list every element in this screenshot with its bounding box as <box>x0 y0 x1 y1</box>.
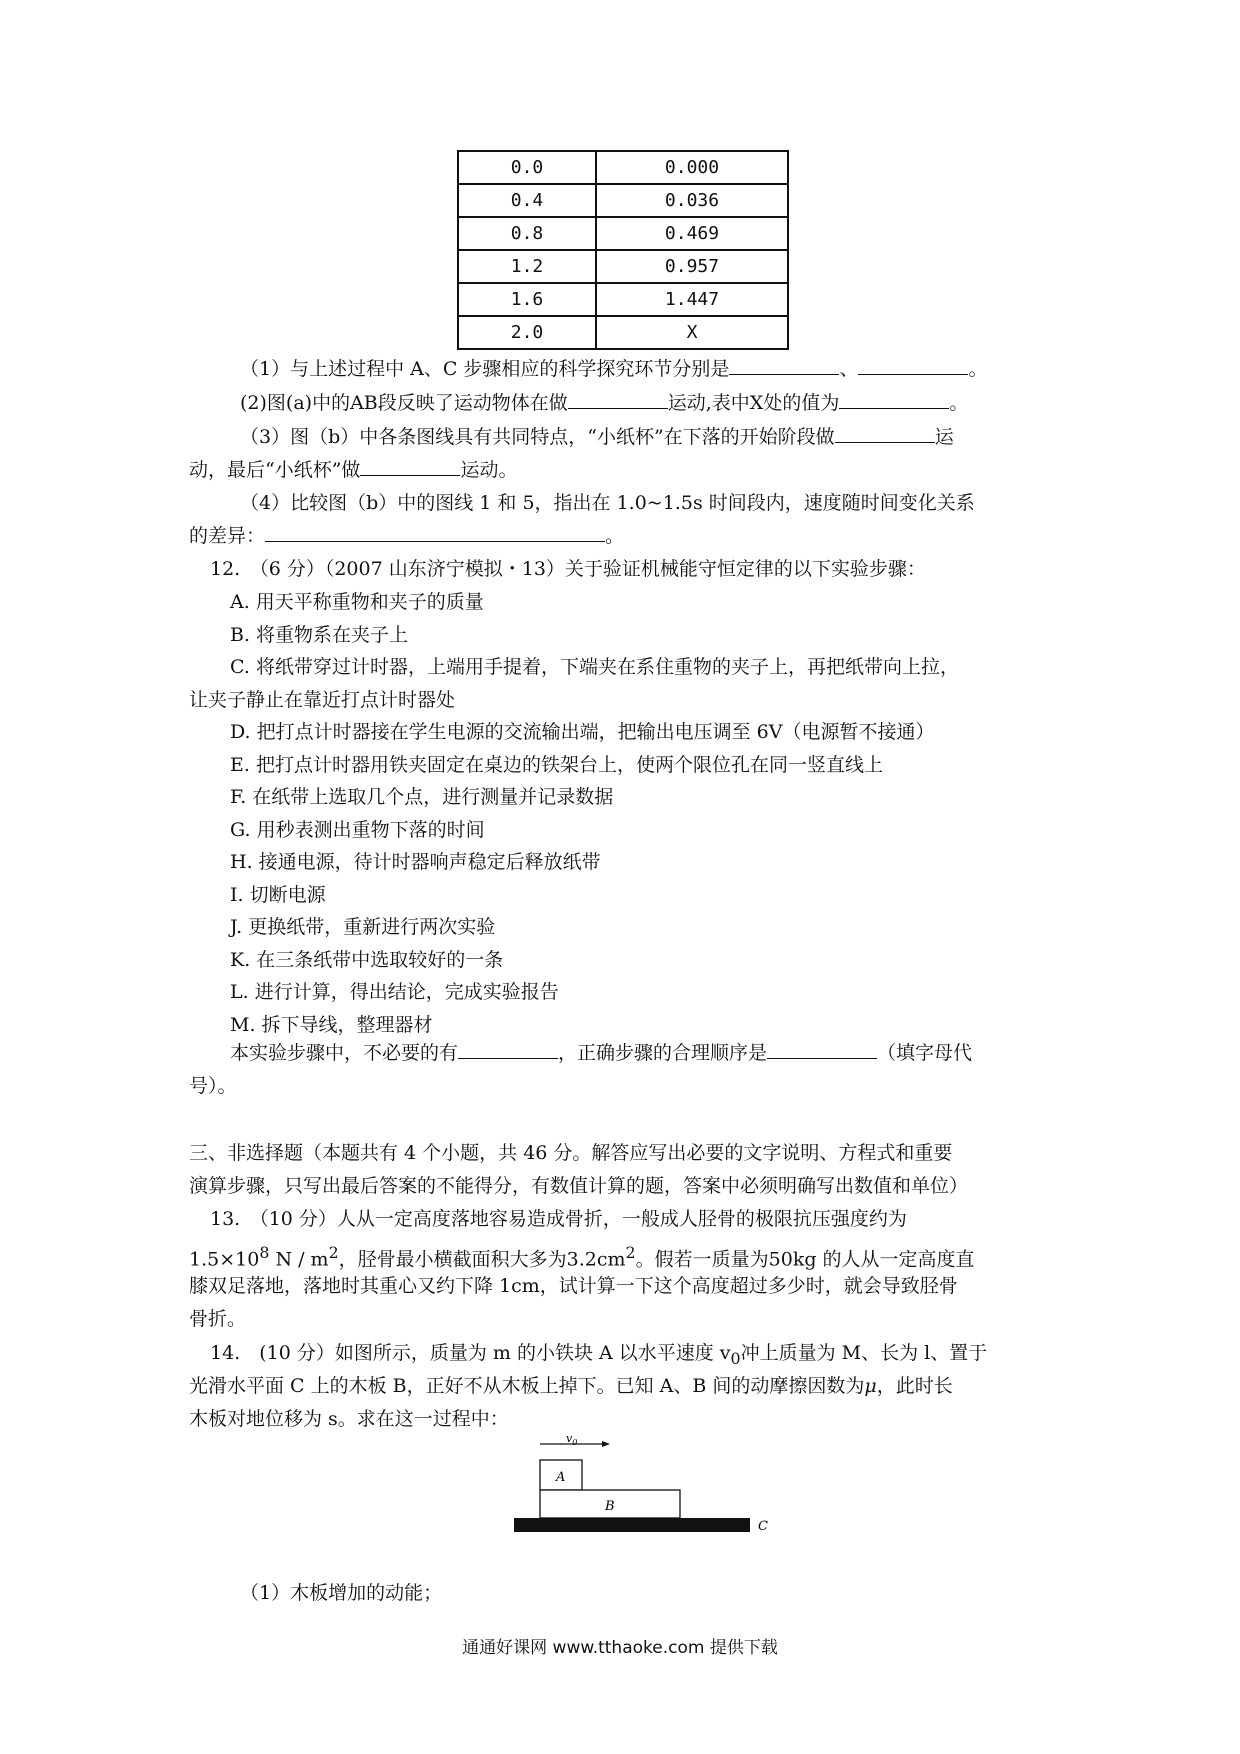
section3-line2: 演算步骤，只写出最后答案的不能得分，有数值计算的题，答案中必须明确写出数值和单位） <box>189 1175 969 1197</box>
q12-step: D. 把打点计时器接在学生电源的交流输出端，把输出电压调至 6V（电源暂不接通） <box>230 721 935 743</box>
q14-text2: 冲上质量为 M、长为 l、置于 <box>740 1342 988 1364</box>
q12-step: M. 拆下导线，整理器材 <box>230 1013 433 1036</box>
q14-text4: ，此时长 <box>876 1375 953 1397</box>
table-cell: X <box>596 316 788 349</box>
q12-header: 12. （6 分）（2007 山东济宁模拟・13）关于验证机械能守恒定律的以下实验步骤： <box>210 558 926 580</box>
exponent: 8 <box>259 1243 270 1262</box>
q12-step: H. 接通电源，待计时器响声稳定后释放纸带 <box>230 851 601 873</box>
q14-text3: 光滑水平面 C 上的木板 B，正好不从木板上掉下。已知 A、B 间的动摩擦因数为 <box>189 1375 865 1397</box>
table-row <box>458 151 788 184</box>
subscript: 0 <box>730 1348 741 1368</box>
q11-part3-text2: 运 <box>934 426 954 448</box>
answer-blank[interactable] <box>265 523 605 542</box>
q11-part4-text: （4）比较图（b）中的图线 1 和 5，指出在 1.0~1.5s 时间段内，速度随时间变化关系 <box>240 492 975 514</box>
q11-part3 <box>240 424 1110 450</box>
q12-ask <box>230 1040 1100 1066</box>
table-cell: 0.8 <box>458 217 596 250</box>
table-row <box>458 217 788 250</box>
table-cell: 0.469 <box>596 217 788 250</box>
q13-line4: 骨折。 <box>189 1308 247 1330</box>
q13-mass: 50kg <box>768 1248 817 1271</box>
q12-step: E. 把打点计时器用铁夹固定在桌边的铁架台上，使两个限位孔在同一竖直线上 <box>230 753 883 776</box>
velocity-label: $v_0$ <box>566 1432 578 1447</box>
q11-part2-text: (2)图(a)中的AB段反映了运动物体在做 <box>240 392 568 414</box>
q12-ask-text3: （填字母代 <box>877 1042 973 1064</box>
q14-sub1: （1）木板增加的动能； <box>240 1582 443 1604</box>
q11-part3-text3: 动，最后“小纸杯”做 <box>189 459 361 481</box>
q14-text: 14. (10 分）如图所示，质量为 m 的小铁块 A 以水平速度 v <box>210 1342 731 1364</box>
q12-step: I. 切断电源 <box>230 883 326 906</box>
answer-blank[interactable] <box>839 390 949 409</box>
q12-step: 让夹子静止在靠近打点计时器处 <box>189 688 456 711</box>
q11-part3-text4: 运动。 <box>460 459 518 481</box>
answer-blank[interactable] <box>568 390 668 409</box>
q12-step: G. 用秒表测出重物下落的时间 <box>230 818 485 841</box>
table-row <box>458 316 788 349</box>
block-a-label: A <box>556 1470 566 1485</box>
q12-ask-text2: ，正确步骤的合理顺序是 <box>558 1042 768 1064</box>
surface-c <box>514 1518 750 1532</box>
exponent: 2 <box>328 1243 339 1262</box>
q13-line3: 膝双足落地，落地时其重心又约下降 1cm，试计算一下这个高度超过多少时，就会导致胫骨 <box>189 1275 958 1297</box>
table-row <box>458 283 788 316</box>
q14-line3: 木板对地位移为 s。求在这一过程中： <box>189 1408 509 1430</box>
table-cell: 0.957 <box>596 250 788 283</box>
q11-part3-text: （3）图（b）中各条图线具有共同特点，“小纸杯”在下落的开始阶段做 <box>240 426 835 448</box>
q12-ask-text: 本实验步骤中，不必要的有 <box>230 1042 459 1064</box>
q13-line1: 13. （10 分）人从一定高度落地容易造成骨折，一般成人胫骨的极限抗压强度约为 <box>210 1208 907 1230</box>
answer-blank[interactable] <box>360 457 460 476</box>
table-row <box>458 250 788 283</box>
footer: 通通好课网 www.tthaoke.com 提供下载 <box>462 1638 778 1658</box>
q12-step: K. 在三条纸带中选取较好的一条 <box>230 948 504 971</box>
answer-blank[interactable] <box>729 356 839 375</box>
q13-line2 <box>189 1240 1059 1272</box>
period: 。 <box>949 392 969 414</box>
table-cell: 1.447 <box>596 283 788 316</box>
data-table <box>457 150 789 350</box>
q12-step: J. 更换纸带，重新进行两次实验 <box>230 916 496 938</box>
separator: 、 <box>839 358 859 380</box>
data-table-body <box>458 151 788 349</box>
q13-text2: 。假若一质量为 <box>635 1248 769 1271</box>
q14-line2 <box>189 1373 1059 1399</box>
answer-blank[interactable] <box>767 1040 877 1059</box>
table-cell: 0.036 <box>596 184 788 217</box>
q13-text: ，胫骨最小横截面积大多为 <box>338 1248 567 1271</box>
table-cell: 1.6 <box>458 283 596 316</box>
q12-step: L. 进行计算，得出结论，完成实验报告 <box>230 981 559 1003</box>
q13-formula-part: 1.5×10 <box>189 1248 260 1271</box>
q13-text3: 的人从一定高度直 <box>816 1248 975 1271</box>
surface-c-label: C <box>758 1519 768 1534</box>
q12-step: A. 用天平称重物和夹子的质量 <box>230 591 484 613</box>
q12-step: F. 在纸带上选取几个点，进行测量并记录数据 <box>230 786 614 808</box>
table-cell: 0.0 <box>458 151 596 184</box>
q14-line1 <box>210 1340 1080 1372</box>
q11-part2 <box>240 390 1110 416</box>
q11-part4 <box>240 490 1110 516</box>
q11-part3-cont <box>189 457 1059 483</box>
section3-line1: 三、非选择题（本题共有 4 个小题，共 46 分。解答应写出必要的文字说明、方程式和重要 <box>189 1142 953 1164</box>
board-b-label: B <box>605 1499 615 1514</box>
q11-part2-text2: 运动,表中X处的值为 <box>667 392 840 414</box>
table-cell: 0.4 <box>458 184 596 217</box>
table-cell: 2.0 <box>458 316 596 349</box>
exponent: 2 <box>625 1243 636 1262</box>
period: 。 <box>968 358 988 380</box>
q11-part4-cont <box>189 523 1059 549</box>
table-cell: 1.2 <box>458 250 596 283</box>
q13-area: 3.2cm <box>566 1248 626 1271</box>
q11-part1-text: （1）与上述过程中 A、C 步骤相应的科学探究环节分别是 <box>240 358 730 380</box>
q12-ask-cont: 号）。 <box>189 1075 237 1097</box>
table-row <box>458 184 788 217</box>
mu-symbol: μ <box>864 1375 877 1397</box>
velocity-arrowhead <box>602 1441 610 1447</box>
q12-step: C. 将纸带穿过计时器，上端用手提着，下端夹在系住重物的夹子上，再把纸带向上拉， <box>230 656 959 678</box>
answer-blank[interactable] <box>835 424 935 443</box>
q11-part1 <box>240 356 1110 382</box>
answer-blank[interactable] <box>858 356 968 375</box>
q11-part4-text2: 的差异： <box>189 525 266 547</box>
block-board-figure <box>500 1432 780 1550</box>
answer-blank[interactable] <box>458 1040 558 1059</box>
q12-step: B. 将重物系在夹子上 <box>230 623 409 646</box>
q13-unit: N / m <box>269 1248 329 1271</box>
period: 。 <box>605 525 625 547</box>
table-cell: 0.000 <box>596 151 788 184</box>
